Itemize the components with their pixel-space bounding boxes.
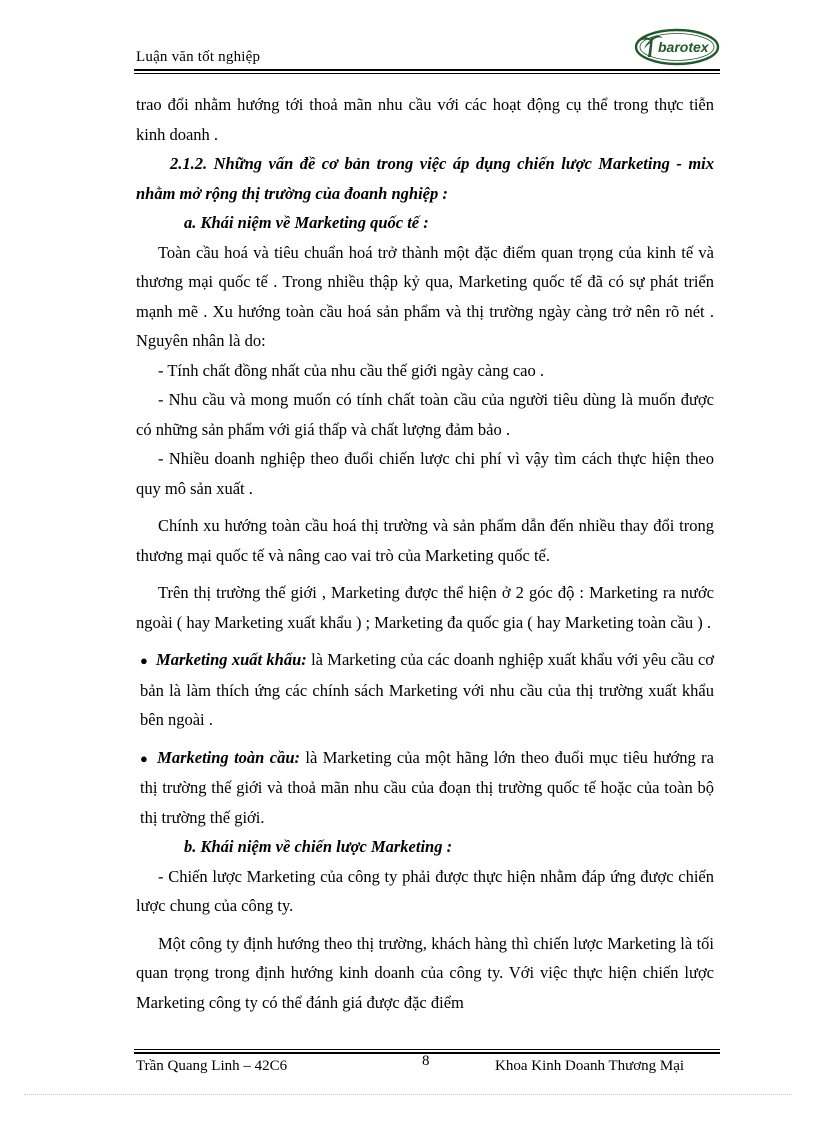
subheading-b: b. Khái niệm về chiến lược Marketing : [184,837,453,856]
page-number: 8 [422,1053,430,1069]
paragraph-5: - Chiến lược Marketing của công ty phải được thực hiện nhằm đáp ứng được chiến lược chung của công ty. [136,866,714,915]
bullet-item-2 [136,743,714,833]
dash-item-2: - Nhu cầu và mong muốn có tính chất toàn cầu của người tiêu dùng là muốn được có những sản phẩm với giá thấp và chất lượng đảm bảo . [136,390,714,439]
paragraph-3: Chính xu hướng toàn cầu hoá thị trường và sản phẩm dẫn đến nhiều thay đổi trong thương mại quốc tế và nâng cao vai trò của Marketing quốc tế. [136,516,714,565]
footer-department: Khoa Kinh Doanh Thương Mại [495,1058,685,1074]
bullet-icon: ● [140,653,149,668]
subheading-a: a. Khái niệm về Marketing quốc tế : [184,213,429,232]
logo-text: barotex [658,39,709,55]
header-rule-thick [134,69,720,71]
bullet-2-text: là Marketing của một hãng lớn theo đuổi mục tiêu hướng ra thị trường thế giới và thoả mãn nhu cầu của đoạn thị trường quốc tế hoặc của toàn bộ thị trường thế giới. [140,747,714,827]
bullet-item-1 [136,645,714,735]
header-rule-thin [134,73,720,74]
dash-item-3: - Nhiều doanh nghiệp theo đuổi chiến lược chi phí vì vậy tìm cách thực hiện theo quy mô sản xuất . [136,449,714,498]
barotex-logo-icon [634,27,720,67]
barotex-logo [634,27,720,67]
paragraph-1: trao đổi nhằm hướng tới thoả mãn nhu cầu với các hoạt động cụ thể trong thực tiễn kinh doanh . [136,95,714,144]
footer-author: Trần Quang Linh – 42C6 [136,1058,288,1074]
footer-rule-thin [134,1049,720,1050]
paragraph-6: Một công ty định hướng theo thị trường, khách hàng thì chiến lược Marketing là tối quan trọng trong định hướng kinh doanh của công ty. Với việc thực hiện chiến lược Marketing công ty có thể đánh giá được đặc điểm [136,933,714,1012]
bullet-1-term: Marketing xuất khẩu: [156,650,307,669]
document-body [136,90,714,1017]
page-edge-divider [24,1094,792,1095]
paragraph-4: Trên thị trường thế giới , Marketing được thể hiện ở 2 góc độ : Marketing ra nước ngoài ( hay Marketing xuất khẩu ) ; Marketing đa quốc gia ( hay Marketing toàn cầu ) . [136,583,714,632]
bullet-icon: ● [140,750,150,766]
bullet-2-term: Marketing toàn cầu: [157,747,301,767]
bullet-1-text: là Marketing của các doanh nghiệp xuất khẩu với yêu cầu cơ bản là làm thích ứng các chính sách Marketing với nhu cầu của thị trường xuất khẩu bên ngoài . [140,650,714,729]
paragraph-2: Toàn cầu hoá và tiêu chuẩn hoá trở thành một đặc điểm quan trọng của kinh tế và thương mại quốc tế . Trong nhiều thập kỷ qua, Marketing quốc tế đã có sự phát triển mạnh mẽ . Xu hướng toàn cầu hoá sản phẩm và thị trường ngày càng trở nên rõ nét . Nguyên nhân là do: [136,242,714,350]
section-heading-2-1-2: 2.1.2. Những vấn đề cơ bản trong việc áp dụng chiến lược Marketing - mix nhằm mở rộng thị trường của đoanh nghiệp : [136,154,714,203]
dash-item-1: - Tính chất đồng nhất của nhu cầu thế giới ngày càng cao . [158,360,544,380]
header-title: Luận văn tốt nghiệp [136,49,261,65]
